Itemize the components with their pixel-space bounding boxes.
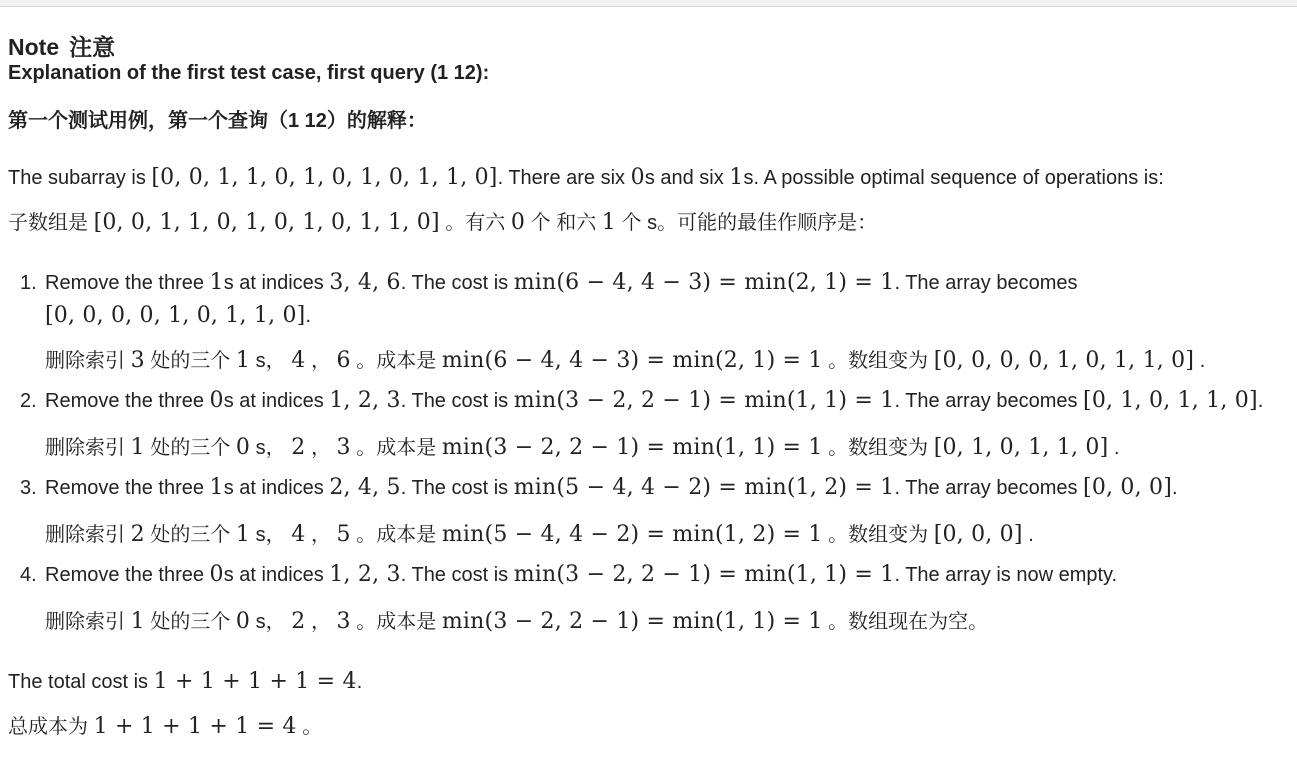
step-4-zh-text-b: 处的三个 <box>144 611 236 633</box>
intro-en <box>8 165 1164 190</box>
step-4-en-digit: 0 <box>209 562 224 587</box>
intro-en-array: [0, 0, 1, 1, 0, 1, 0, 1, 0, 1, 1, 0] <box>151 165 498 190</box>
intro-en-suffix: s. A possible optimal sequence of operations is: <box>743 167 1164 189</box>
step-4-en-text-b: s at indices <box>223 564 330 586</box>
step-1-en-array: [0, 0, 0, 0, 1, 0, 1, 1, 0] <box>45 303 306 328</box>
step-3-zh-idx1: 2 <box>130 522 145 547</box>
step-3-zh-text-a: 删除索引 <box>45 524 131 546</box>
note-heading <box>8 29 115 62</box>
step-2-en-text-e: . <box>1257 390 1264 412</box>
step-3-zh-array: [0, 0, 0] <box>933 522 1023 547</box>
step-1-en-text-b: s at indices <box>223 272 330 294</box>
intro-zh-mid1: 。有六 <box>439 212 511 234</box>
step-3-zh-text-g: . <box>1022 524 1034 546</box>
step-4-zh <box>45 605 988 634</box>
step-4-zh-idx1: 1 <box>130 609 145 634</box>
step-3-en <box>20 475 1178 500</box>
step-2-zh-text-b: 处的三个 <box>144 437 236 459</box>
step-3-zh-text-b: 处的三个 <box>144 524 236 546</box>
step-1-en <box>20 270 1077 295</box>
total-en <box>8 669 362 694</box>
step-2-en-cost: min(3 − 2, 2 − 1) = min(1, 1) = 1 <box>513 388 895 413</box>
step-4-zh-text-d: ， <box>305 611 337 633</box>
step-4-zh-text-f: 。数组现在为空。 <box>822 611 989 633</box>
step-1-en-cost: min(6 − 4, 4 − 3) = min(2, 1) = 1 <box>513 270 895 295</box>
step-3-en-cost: min(5 − 4, 4 − 2) = min(1, 2) = 1 <box>513 475 895 500</box>
explanation-heading-en: Explanation of the first test case, first query (1 12): <box>8 62 490 84</box>
step-1-zh-text-e: 。成本是 <box>350 350 442 372</box>
step-4-en <box>20 562 1117 587</box>
step-3-en-text-c: . The cost is <box>400 477 514 499</box>
step-2-zh-idx2: 2 <box>291 435 306 460</box>
step-2-en-digit: 0 <box>209 388 224 413</box>
total-zh-expr: 1 + 1 + 1 + 1 = 4 <box>93 714 297 739</box>
step-3-zh <box>45 518 1034 547</box>
step-1-zh-idx3: 6 <box>336 348 351 373</box>
step-4-en-text-a: Remove the three <box>45 564 210 586</box>
total-en-prefix: The total cost is <box>8 671 154 693</box>
step-3-zh-idx2: 4 <box>291 522 306 547</box>
step-4-en-indices: 1, 2, 3 <box>329 562 401 587</box>
intro-zh-array: [0, 0, 1, 1, 0, 1, 0, 1, 0, 1, 1, 0] <box>93 210 440 235</box>
step-1-en-text-a: Remove the three <box>45 272 210 294</box>
step-3-zh-idx3: 5 <box>336 522 351 547</box>
step-1-zh-text-c: s， <box>250 350 292 372</box>
intro-en-zero: 0 <box>630 165 645 190</box>
step-4-zh-idx2: 2 <box>291 609 306 634</box>
total-zh <box>8 710 322 739</box>
step-2-en-text-b: s at indices <box>223 390 330 412</box>
step-1-en-text-e: . <box>305 305 311 327</box>
step-1-en-array-line <box>45 303 311 328</box>
step-2-number: 2. <box>20 390 37 412</box>
total-en-expr: 1 + 1 + 1 + 1 = 4 <box>153 669 357 694</box>
step-3-zh-digit: 1 <box>235 522 251 547</box>
step-2-zh-idx3: 3 <box>336 435 351 460</box>
intro-zh <box>8 206 877 235</box>
total-zh-prefix: 总成本为 <box>8 716 94 738</box>
intro-en-prefix: The subarray is <box>8 167 152 189</box>
intro-en-one: 1 <box>729 165 744 190</box>
step-1-zh-text-a: 删除索引 <box>45 350 131 372</box>
step-3-en-text-a: Remove the three <box>45 477 210 499</box>
step-2-en-text-c: . The cost is <box>400 390 514 412</box>
step-1-zh-text-b: 处的三个 <box>144 350 236 372</box>
step-1-number: 1. <box>20 272 37 294</box>
step-4-en-text-d: . The array is now empty. <box>894 564 1118 586</box>
step-2-zh-text-a: 删除索引 <box>45 437 131 459</box>
step-1-zh-text-f: 。数组变为 <box>822 350 934 372</box>
explanation-heading-zh: 第一个测试用例，第一个查询（1 12）的解释： <box>8 110 427 132</box>
total-en-suffix: . <box>356 671 363 693</box>
step-4-en-text-c: . The cost is <box>400 564 514 586</box>
step-4-zh-text-c: s， <box>250 611 292 633</box>
step-1-zh-idx1: 3 <box>130 348 145 373</box>
top-divider-bar <box>0 0 1297 7</box>
step-4-number: 4. <box>20 564 37 586</box>
intro-en-mid2: s and six <box>644 167 730 189</box>
intro-zh-zero: 0 <box>510 210 526 235</box>
step-2-zh-text-c: s， <box>250 437 292 459</box>
step-3-en-text-e: . <box>1171 477 1178 499</box>
step-1-zh-idx2: 4 <box>291 348 306 373</box>
step-2-en <box>20 388 1263 413</box>
intro-zh-one: 1 <box>601 210 616 235</box>
step-4-zh-idx3: 3 <box>336 609 351 634</box>
step-3-en-indices: 2, 4, 5 <box>329 475 401 500</box>
step-2-zh-text-e: 。成本是 <box>350 437 442 459</box>
step-1-en-text-c: . The cost is <box>400 272 514 294</box>
step-4-zh-text-a: 删除索引 <box>45 611 131 633</box>
intro-zh-suffix: 个 s。可能的最佳作顺序是： <box>615 212 878 234</box>
step-1-zh-digit: 1 <box>235 348 251 373</box>
intro-zh-mid2: 个 和六 <box>525 212 602 234</box>
intro-zh-prefix: 子数组是 <box>8 212 94 234</box>
step-1-zh-text-d: ， <box>305 350 337 372</box>
step-2-zh-text-g: . <box>1108 437 1120 459</box>
step-4-zh-digit: 0 <box>235 609 251 634</box>
step-3-en-array: [0, 0, 0] <box>1083 475 1172 500</box>
note-title-en: Note <box>8 34 60 60</box>
step-1-zh <box>45 344 1205 373</box>
step-2-zh <box>45 431 1120 460</box>
step-3-zh-cost: min(5 − 4, 4 − 2) = min(1, 2) = 1 <box>441 522 823 547</box>
step-3-number: 3. <box>20 477 37 499</box>
step-3-zh-text-e: 。成本是 <box>350 524 442 546</box>
step-2-zh-idx1: 1 <box>130 435 145 460</box>
step-2-zh-array: [0, 1, 0, 1, 1, 0] <box>933 435 1109 460</box>
step-2-zh-digit: 0 <box>235 435 251 460</box>
step-1-zh-text-g: . <box>1194 350 1206 372</box>
step-2-zh-text-f: 。数组变为 <box>822 437 934 459</box>
intro-en-mid1: . There are six <box>497 167 631 189</box>
step-2-zh-text-d: ， <box>305 437 337 459</box>
step-3-zh-text-f: 。数组变为 <box>822 524 934 546</box>
step-3-en-text-b: s at indices <box>223 477 330 499</box>
step-4-en-cost: min(3 − 2, 2 − 1) = min(1, 1) = 1 <box>513 562 895 587</box>
step-4-zh-text-e: 。成本是 <box>350 611 442 633</box>
step-1-en-indices: 3, 4, 6 <box>329 270 401 295</box>
step-3-zh-text-d: ， <box>305 524 337 546</box>
step-2-en-indices: 1, 2, 3 <box>329 388 401 413</box>
step-1-zh-cost: min(6 − 4, 4 − 3) = min(2, 1) = 1 <box>441 348 823 373</box>
step-3-en-digit: 1 <box>209 475 224 500</box>
total-zh-suffix: 。 <box>296 716 323 738</box>
step-3-en-text-d: . The array becomes <box>894 477 1084 499</box>
step-1-zh-array: [0, 0, 0, 0, 1, 0, 1, 1, 0] <box>933 348 1195 373</box>
step-1-en-text-d: . The array becomes <box>894 272 1078 294</box>
step-2-zh-cost: min(3 − 2, 2 − 1) = min(1, 1) = 1 <box>441 435 823 460</box>
step-2-en-array: [0, 1, 0, 1, 1, 0] <box>1083 388 1258 413</box>
step-4-zh-cost: min(3 − 2, 2 − 1) = min(1, 1) = 1 <box>441 609 823 634</box>
step-1-en-digit: 1 <box>209 270 224 295</box>
step-2-en-text-d: . The array becomes <box>894 390 1084 412</box>
note-title-zh: 注意 <box>69 34 116 60</box>
step-2-en-text-a: Remove the three <box>45 390 210 412</box>
step-3-zh-text-c: s， <box>250 524 292 546</box>
